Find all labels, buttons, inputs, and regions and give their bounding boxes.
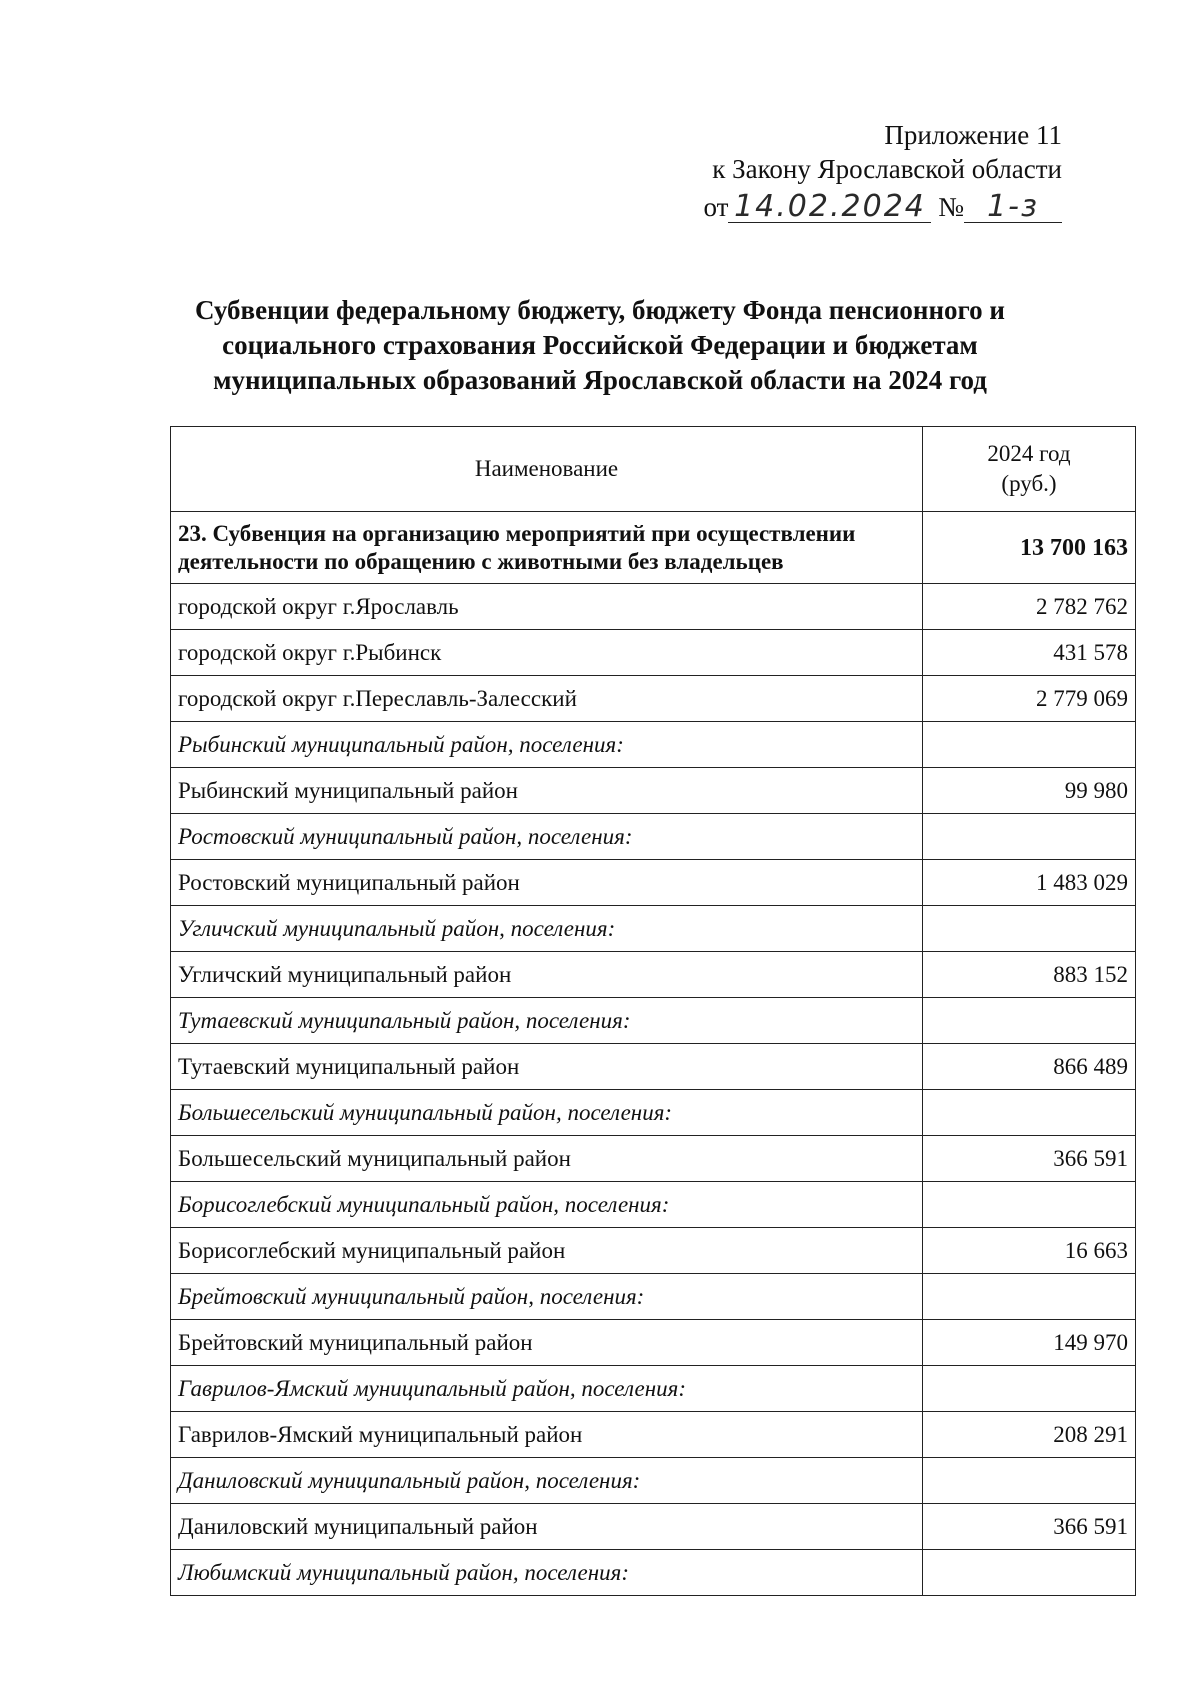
row-name: Гаврилов-Ямский муниципальный район, поселения: xyxy=(171,1366,923,1412)
row-value xyxy=(923,906,1136,952)
row-value: 366 591 xyxy=(923,1504,1136,1550)
title-line-3: муниципальных образований Ярославской области на 2024 год xyxy=(213,365,987,395)
row-value xyxy=(923,1458,1136,1504)
row-name: Большесельский муниципальный район xyxy=(171,1136,923,1182)
table-row xyxy=(171,814,1136,860)
column-header-name: Наименование xyxy=(171,427,923,512)
row-value: 866 489 xyxy=(923,1044,1136,1090)
table-row xyxy=(171,1458,1136,1504)
title-line-2: социального страхования Российской Федерации и бюджетам xyxy=(222,330,978,360)
table-row xyxy=(171,1182,1136,1228)
table-row xyxy=(171,676,1136,722)
row-value: 208 291 xyxy=(923,1412,1136,1458)
row-value: 366 591 xyxy=(923,1136,1136,1182)
total-name-line-2: деятельности по обращению с животными без владельцев xyxy=(178,548,784,574)
row-value: 2 779 069 xyxy=(923,676,1136,722)
row-name: городской округ г.Ярославль xyxy=(171,584,923,630)
table-row xyxy=(171,1136,1136,1182)
row-name: Ростовский муниципальный район, поселения: xyxy=(171,814,923,860)
row-name: Брейтовский муниципальный район, поселения: xyxy=(171,1274,923,1320)
row-value: 16 663 xyxy=(923,1228,1136,1274)
table-row xyxy=(171,1274,1136,1320)
row-name: Любимский муниципальный район, поселения: xyxy=(171,1550,923,1596)
table-row xyxy=(171,1504,1136,1550)
row-value xyxy=(923,1550,1136,1596)
table-row xyxy=(171,1090,1136,1136)
total-row-value: 13 700 163 xyxy=(923,512,1136,584)
total-row xyxy=(171,512,1136,584)
number-prefix: № xyxy=(938,192,964,222)
table-row xyxy=(171,1550,1136,1596)
appendix-header xyxy=(712,118,1062,186)
handwritten-law-number: 1-з xyxy=(964,192,1062,223)
row-name: Угличский муниципальный район xyxy=(171,952,923,998)
date-prefix: от xyxy=(703,192,729,222)
row-name: Даниловский муниципальный район xyxy=(171,1504,923,1550)
table-row xyxy=(171,998,1136,1044)
row-name: Гаврилов-Ямский муниципальный район xyxy=(171,1412,923,1458)
row-value: 99 980 xyxy=(923,768,1136,814)
table-row xyxy=(171,1228,1136,1274)
document-title xyxy=(150,293,1050,398)
row-name: Тутаевский муниципальный район, поселения: xyxy=(171,998,923,1044)
row-value: 2 782 762 xyxy=(923,584,1136,630)
table-row xyxy=(171,768,1136,814)
table-row xyxy=(171,1412,1136,1458)
law-date-number-line xyxy=(703,189,1062,224)
row-value xyxy=(923,1366,1136,1412)
table-header-row xyxy=(171,427,1136,512)
title-line-1: Субвенции федеральному бюджету, бюджету Фонда пенсионного и xyxy=(195,295,1005,325)
column-header-unit: (руб.) xyxy=(1001,471,1057,496)
table-row xyxy=(171,584,1136,630)
row-name: городской округ г.Переславль-Залесский xyxy=(171,676,923,722)
row-name: Борисоглебский муниципальный район, поселения: xyxy=(171,1182,923,1228)
column-header-year-label: 2024 год xyxy=(987,441,1071,466)
table-row xyxy=(171,630,1136,676)
table-row xyxy=(171,1320,1136,1366)
row-name: Большесельский муниципальный район, поселения: xyxy=(171,1090,923,1136)
table-row xyxy=(171,1366,1136,1412)
row-value xyxy=(923,814,1136,860)
row-name: Угличский муниципальный район, поселения: xyxy=(171,906,923,952)
table-row xyxy=(171,906,1136,952)
row-value: 1 483 029 xyxy=(923,860,1136,906)
table-row xyxy=(171,860,1136,906)
total-name-line-1: 23. Субвенция на организацию мероприятий при осуществлении xyxy=(178,520,856,546)
row-name: Тутаевский муниципальный район xyxy=(171,1044,923,1090)
row-name: Брейтовский муниципальный район xyxy=(171,1320,923,1366)
row-value: 883 152 xyxy=(923,952,1136,998)
table-row xyxy=(171,1044,1136,1090)
row-value xyxy=(923,1090,1136,1136)
row-value xyxy=(923,1182,1136,1228)
row-value xyxy=(923,998,1136,1044)
row-name: городской округ г.Рыбинск xyxy=(171,630,923,676)
appendix-law-reference: к Закону Ярославской области xyxy=(712,154,1062,184)
column-header-year xyxy=(923,427,1136,512)
table-row xyxy=(171,722,1136,768)
row-name: Рыбинский муниципальный район, поселения: xyxy=(171,722,923,768)
row-value xyxy=(923,1274,1136,1320)
appendix-number: Приложение 11 xyxy=(884,120,1062,150)
row-value: 431 578 xyxy=(923,630,1136,676)
row-name: Даниловский муниципальный район, поселения: xyxy=(171,1458,923,1504)
row-name: Рыбинский муниципальный район xyxy=(171,768,923,814)
handwritten-date: 14.02.2024 xyxy=(728,192,931,223)
subvention-table xyxy=(170,426,1136,1596)
table-row xyxy=(171,952,1136,998)
total-row-name xyxy=(171,512,923,584)
row-name: Ростовский муниципальный район xyxy=(171,860,923,906)
row-value xyxy=(923,722,1136,768)
row-value: 149 970 xyxy=(923,1320,1136,1366)
row-name: Борисоглебский муниципальный район xyxy=(171,1228,923,1274)
